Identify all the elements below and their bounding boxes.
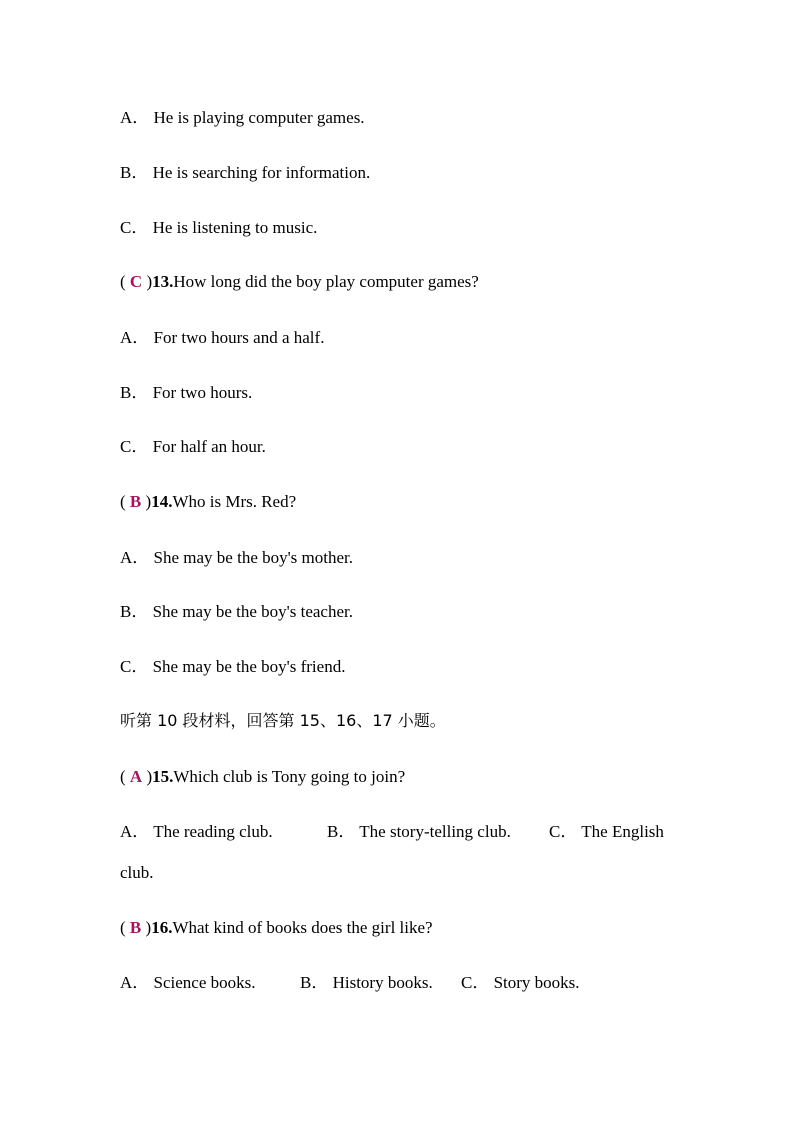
q16-option-a: A． Science books. (120, 973, 256, 992)
q14-stem (120, 492, 296, 512)
q13-number: 13. (152, 272, 174, 291)
q15-option-c-continued: club. (120, 863, 154, 882)
q13-option-b: B． For two hours. (120, 383, 253, 402)
q12-option-c: C． He is listening to music. (120, 218, 318, 237)
q14-number: 14. (151, 492, 173, 511)
q14-option-c: C． She may be the boy's friend. (120, 657, 346, 676)
q16-answer: B (129, 918, 142, 937)
q15-close-paren: ) (142, 767, 153, 786)
q16-option-b: B． History books. (300, 973, 433, 992)
q13-text: How long did the boy play computer games? (173, 272, 479, 291)
q15-number: 15. (152, 767, 174, 786)
q12-option-b: B． He is searching for information. (120, 163, 371, 182)
q13-option-c: C． For half an hour. (120, 437, 266, 456)
q16-open-paren: ( (120, 918, 130, 937)
q14-open-paren: ( (120, 492, 130, 511)
q13-answer: C (129, 272, 143, 291)
q15-text: Which club is Tony going to join? (173, 767, 406, 786)
q14-option-a: A． She may be the boy's mother. (120, 548, 354, 567)
q14-option-b: B． She may be the boy's teacher. (120, 602, 353, 621)
q15-option-b: B． The story-telling club. (327, 822, 511, 841)
q16-option-c: C． Story books. (461, 973, 580, 992)
q13-option-a: A． For two hours and a half. (120, 328, 325, 347)
q15-stem (120, 767, 405, 787)
q14-close-paren: ) (141, 492, 152, 511)
q13-stem (120, 272, 479, 292)
q15-answer: A (129, 767, 143, 786)
q16-stem (120, 918, 433, 938)
q13-close-paren: ) (142, 272, 153, 291)
q15-option-c: C． The English (549, 822, 664, 841)
section-instruction: 听第 10 段材料，回答第 15、16、17 小题。 (120, 711, 446, 730)
q13-open-paren: ( (120, 272, 130, 291)
q14-text: Who is Mrs. Red? (172, 492, 297, 511)
q16-number: 16. (151, 918, 173, 937)
q15-option-a: A． The reading club. (120, 822, 273, 841)
q15-open-paren: ( (120, 767, 130, 786)
q12-option-a: A． He is playing computer games. (120, 108, 365, 127)
q16-close-paren: ) (141, 918, 152, 937)
q14-answer: B (129, 492, 142, 511)
q16-text: What kind of books does the girl like? (172, 918, 433, 937)
